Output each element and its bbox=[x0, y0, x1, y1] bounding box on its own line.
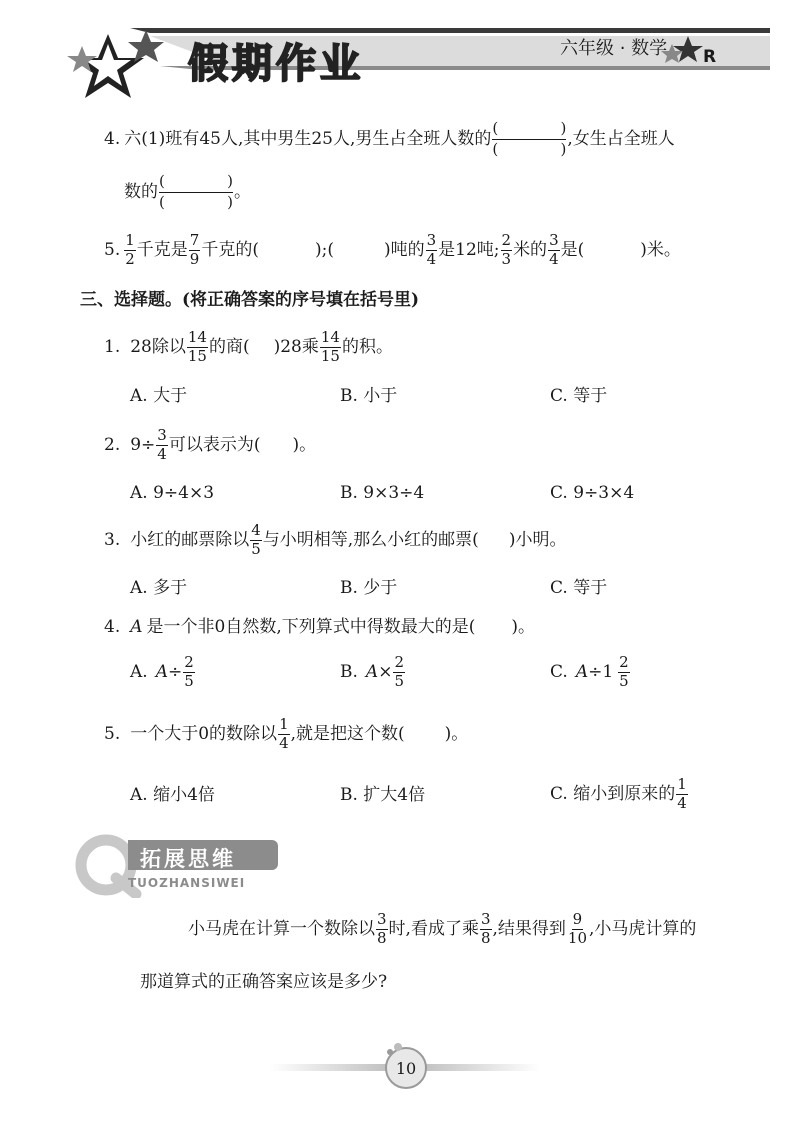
section-title: 三、选择题。(将正确答案的序号填在括号里) bbox=[80, 290, 420, 310]
question-number: 4. bbox=[104, 128, 121, 149]
extension-banner bbox=[70, 832, 290, 898]
question-number: 4. bbox=[104, 617, 121, 637]
question-number: 5. bbox=[104, 239, 121, 260]
extension-pinyin: TUOZHANSIWEI bbox=[128, 876, 246, 890]
option-b[interactable]: B. 9×3÷4 bbox=[340, 483, 425, 503]
choice-question-1: 1. 28除以 $\frac{14}{15}$ 的商( )28乘 $\frac{14}{15}$ 的积。 bbox=[104, 328, 393, 365]
choice-question-2: 2. 9÷ $\frac{3}{4}$ 可以表示为( )。 bbox=[104, 426, 317, 463]
fill-question-5: 5. $\frac{1}{2}$ 千克是 $\frac{7}{9}$ 千克的( );( )吨的 $\frac{3}{4}$ 是12吨; $\frac{2}{3}$ 米的 $\frac{3}{4}$ 是( )米。 bbox=[104, 231, 681, 268]
answer-blank-fraction[interactable]: ( ) ( ) bbox=[159, 172, 233, 211]
choice-question-5: 5. 一个大于0的数除以 $\frac{1}{4}$ ,就是把这个数( )。 bbox=[104, 715, 469, 752]
option-c[interactable]: C. 等于 bbox=[550, 386, 608, 406]
header-subtitle: 六年级 · 数学 bbox=[560, 38, 668, 59]
option-b[interactable]: B. 少于 bbox=[340, 578, 398, 598]
question-number: 3. bbox=[104, 529, 121, 550]
option-a[interactable]: A. 缩小4倍 bbox=[130, 785, 215, 805]
page-footer bbox=[270, 1040, 540, 1090]
header-title: 假期作业 bbox=[188, 41, 364, 87]
fill-question-4-cont: 数的 ( ) ( ) 。 bbox=[124, 172, 251, 211]
option-c[interactable]: C. 缩小到原来的 $\frac{1}{4}$ bbox=[550, 775, 687, 812]
extension-problem-line-2: 那道算式的正确答案应该是多少? bbox=[140, 972, 388, 992]
option-c[interactable]: C. A ÷1 $\frac{2}{5}$ bbox=[550, 653, 629, 690]
extension-problem-line-1: 小马虎在计算一个数除以 $\frac{3}{8}$ 时,看成了乘 $\frac{3}{8}$ ,结果得到 $\frac{9}{10}$ ,小马虎计算的 bbox=[188, 910, 697, 947]
choice-question-4: 4. A 是一个非0自然数,下列算式中得数最大的是( )。 bbox=[104, 617, 536, 637]
option-a[interactable]: A. 多于 bbox=[130, 578, 188, 598]
option-b[interactable]: B. 小于 bbox=[340, 386, 398, 406]
choice-question-3: 3. 小红的邮票除以 $\frac{4}{5}$ 与小明相等,那么小红的邮票( )小明。 bbox=[104, 521, 567, 558]
option-a[interactable]: A. 9÷4×3 bbox=[130, 483, 215, 503]
option-b[interactable]: B. A × $\frac{2}{5}$ bbox=[340, 653, 404, 690]
header-decoration bbox=[0, 0, 800, 110]
question-number: 2. bbox=[104, 434, 121, 455]
answer-blank-fraction[interactable]: ( ) ( ) bbox=[492, 119, 567, 158]
page-number: 10 bbox=[395, 1059, 417, 1078]
option-c[interactable]: C. 9÷3×4 bbox=[550, 483, 635, 503]
option-b[interactable]: B. 扩大4倍 bbox=[340, 785, 426, 805]
question-number: 5. bbox=[104, 723, 121, 744]
page-header bbox=[0, 0, 800, 110]
fill-question-4: 4. 六(1)班有45人,其中男生25人,男生占全班人数的 ( ) ( ) ,女生占全班人 bbox=[104, 119, 675, 158]
edition-badge: R bbox=[703, 47, 717, 67]
option-c[interactable]: C. 等于 bbox=[550, 578, 608, 598]
question-number: 1. bbox=[104, 336, 121, 357]
extension-title: 拓展思维 bbox=[140, 847, 236, 871]
option-a[interactable]: A. A ÷ $\frac{2}{5}$ bbox=[130, 653, 194, 690]
option-a[interactable]: A. 大于 bbox=[130, 386, 188, 406]
